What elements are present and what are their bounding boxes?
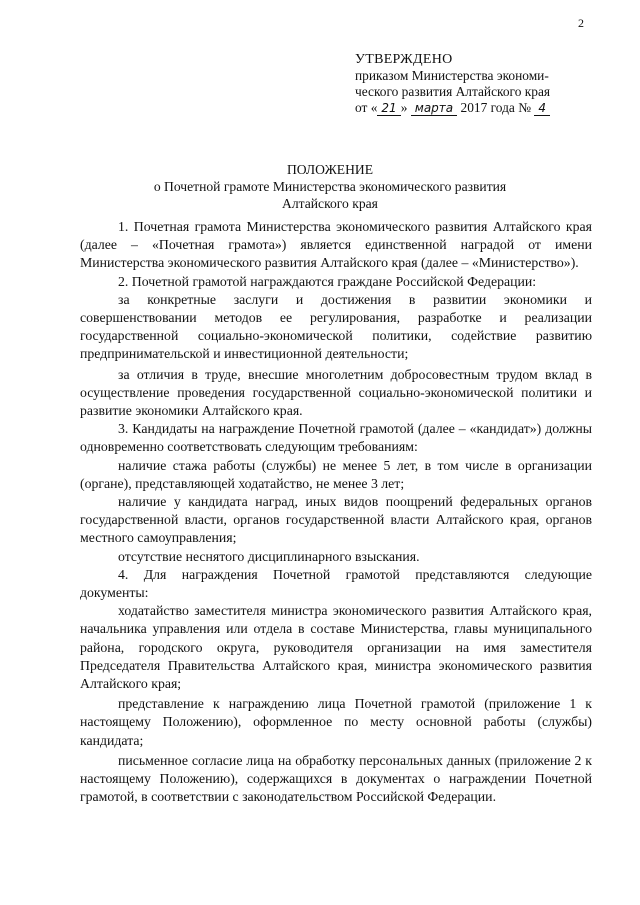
paragraph-2-item-2: за отличия в труде, внесшие многолетним добросовестным трудом вклад в осуществление проведения государственной социально-экономической политики и развитие экономики Алтайского края. [80, 366, 592, 419]
approval-number: 4 [534, 101, 550, 116]
approval-year: 2017 года № [460, 100, 531, 115]
document-body [80, 218, 592, 807]
paragraph-3: 3. Кандидаты на награждение Почетной грамотой (далее – «кандидат») должны одновременно соответствовать следующим требованиям: [80, 421, 592, 455]
approval-date-line [355, 100, 620, 116]
paragraph-2-item-1: за конкретные заслуги и достижения в развитии экономики и совершенствовании методов ее регулирования, разработке и реализации государственной социально-экономической политики, содействие развитию предпринимательской и инвестиционной деятельности; [80, 291, 592, 362]
document-subtitle-line-2: Алтайского края [282, 196, 378, 211]
approval-date-prefix: от « [355, 100, 378, 115]
approval-stamp [355, 52, 620, 116]
approval-line-2: ческого развития Алтайского края [355, 84, 551, 99]
approval-title: УТВЕРЖДЕНО [355, 52, 453, 67]
document-heading [80, 161, 580, 212]
approval-line-1: приказом Министерства экономи- [355, 68, 549, 83]
approval-month: марта [411, 101, 457, 116]
approval-day: 21 [377, 101, 400, 116]
paragraph-3-item-1: наличие стажа работы (службы) не менее 5 лет, в том числе в организации (органе), представляющей ходатайство, не менее 3 лет; [80, 457, 592, 491]
document-title: ПОЛОЖЕНИЕ [286, 162, 374, 177]
document-subtitle-line-1: о Почетной грамоте Министерства экономического развития [153, 179, 507, 194]
paragraph-4-item-1: ходатайство заместителя министра экономического развития Алтайского края, начальника управления или отдела в составе Министерства, главы муниципального района, городского округа, руководителя организации на имя заместителя Председателя Правительства Алтайского края, министра экономического развития Алтайского края; [80, 603, 592, 692]
paragraph-3-item-2: наличие у кандидата наград, иных видов поощрений федеральных органов государственной власти, органов государственной власти Алтайского края, органов местного самоуправления; [80, 494, 592, 546]
paragraph-4: 4. Для награждения Почетной грамотой представляются следующие документы: [80, 566, 592, 601]
approval-date-mid: » [400, 100, 408, 115]
paragraph-3-item-3: отсутствие неснятого дисциплинарного взыскания. [118, 548, 420, 564]
page-number: 2 [578, 16, 584, 30]
paragraph-2: 2. Почетной грамотой награждаются граждане Российской Федерации: [118, 273, 537, 289]
paragraph-4-item-2: представление к награждению лица Почетной грамотой (приложение 1 к настоящему Положению), оформленное по месту основной работы (службы) кандидата; [80, 696, 592, 748]
paragraph-1: 1. Почетная грамота Министерства экономического развития Алтайского края (далее – «Почетная грамота») является единственной наградой от имени Министерства экономического развития Алтайского края (далее – «Министерство»). [80, 219, 592, 271]
paragraph-4-item-3: письменное согласие лица на обработку персональных данных (приложение 2 к настоящему Положению), содержащихся в документах о награждении Почетной грамотой, в соответствии с законодательством Российской Федерации. [80, 752, 592, 805]
